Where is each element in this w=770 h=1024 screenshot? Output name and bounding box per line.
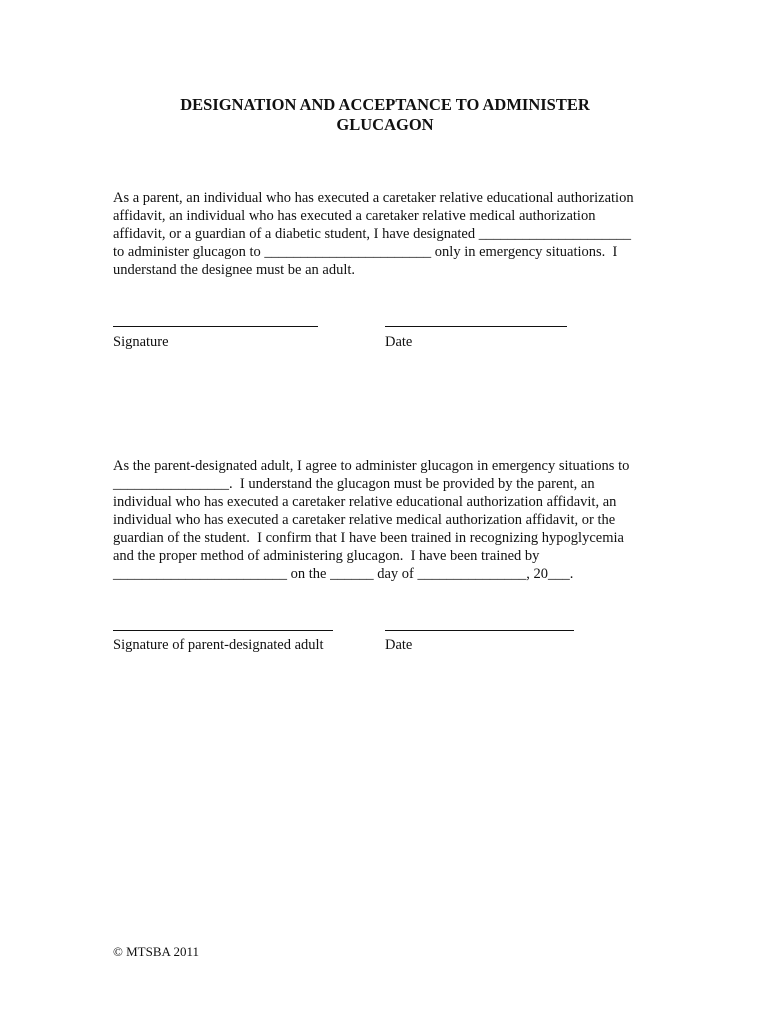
designee-signature-line[interactable] <box>113 630 333 631</box>
paragraph-line: As the parent-designated adult, I agree to administer glucagon in emergency situations to <box>113 458 630 474</box>
paragraph-line: ________________________ on the ______ day of _______________, 20___. <box>113 566 574 582</box>
document-title-line-2: GLUCAGON <box>336 115 434 134</box>
designee-date-line[interactable] <box>385 630 574 631</box>
parent-signature-line[interactable] <box>113 326 318 327</box>
designee-signature-label: Signature of parent-designated adult <box>113 637 324 653</box>
paragraph-line: to administer glucagon to _______________________ only in emergency situations. I <box>113 244 618 260</box>
document-title-line-1: DESIGNATION AND ACCEPTANCE TO ADMINISTER <box>180 95 590 114</box>
parent-signature-label: Signature <box>113 334 169 350</box>
parent-date-label: Date <box>385 334 413 350</box>
paragraph-line: affidavit, or a guardian of a diabetic student, I have designated _____________________ <box>113 226 631 242</box>
paragraph-line: As a parent, an individual who has executed a caretaker relative educational authorization <box>113 190 634 206</box>
paragraph-line: ________________. I understand the glucagon must be provided by the parent, an <box>113 476 595 492</box>
paragraph-line: individual who has executed a caretaker relative medical authorization affidavit, or the <box>113 512 616 528</box>
paragraph-line: individual who has executed a caretaker relative educational authorization affidavit, an <box>113 494 617 510</box>
paragraph-line: affidavit, an individual who has executed a caretaker relative medical authorization <box>113 208 596 224</box>
copyright-footer: © MTSBA 2011 <box>113 944 199 959</box>
paragraph-line: guardian of the student. I confirm that I have been trained in recognizing hypoglycemia <box>113 530 624 546</box>
designee-date-label: Date <box>385 637 413 653</box>
parent-date-line[interactable] <box>385 326 567 327</box>
paragraph-line: understand the designee must be an adult. <box>113 262 356 278</box>
paragraph-line: and the proper method of administering glucagon. I have been trained by <box>113 548 540 564</box>
